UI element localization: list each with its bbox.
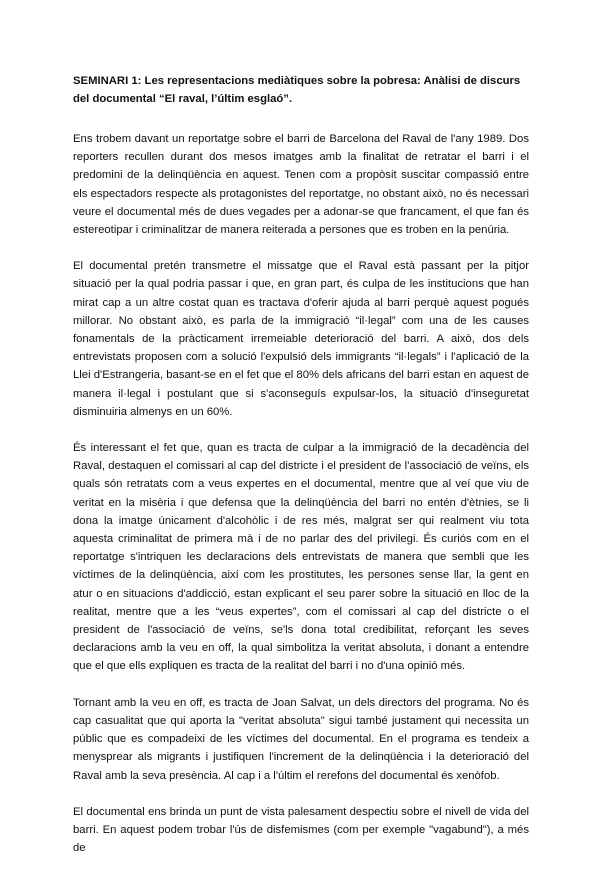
paragraph-5: El documental ens brinda un punt de vista palesament despectiu sobre el nivell de vida del barri. En aquest podem trobar l'ús de disfemismes (com per exemple "vagabund"), a més de (73, 805, 529, 855)
paragraph-1: Ens trobem davant un reportatge sobre el barri de Barcelona del Raval de l'any 1989. Dos reporters recullen durant dos mesos imatges amb la finalitat de retratar el barri i el predomini de la delinqüència en aquest. Tenen com a propòsit suscitar compassió entre els espectadors respecte als protagonistes del reportatge, no obstant això, no és necessari veure el documental més de dues vegades per a adonar-se que francament, el que fan és estereotipar i criminalitzar de manera reiterada a persones que es troben en la penúria. (73, 133, 529, 237)
document-title: SEMINARI 1: Les representacions mediàtiques sobre la pobresa: Anàlisi de discurs del documental “El raval, l’últim esglaó”. (73, 75, 521, 105)
paragraph-2: El documental pretén transmetre el missatge que el Raval està passant per la pitjor situació per la qual podria passar i que, en gran part, és culpa de les institucions que han mirat cap a un altre costat quan es tractava d'oferir ajuda al barri perquè aquest pogués millorar. No obstant això, es parla de la immigració “il·legal” com una de les causes fonamentals de la pràcticament irremeiable deterioració del barri. A això, dos dels entrevistats proposen com a solució l'expulsió dels immigrants “il·legals” i l'aplicació de la Llei d'Estrangeria, basant-se en el fet que el 80% dels africans del barri estan en aquest de manera il·legal i postulant que si s'aconseguís expulsar-los, la situació d'inseguretat disminuiria almenys en un 60%. (73, 260, 529, 418)
paragraph-3: És interessant el fet que, quan es tracta de culpar a la immigració de la decadència del Raval, destaquen el comissari al cap del districte i el president de l'associació de veïns, els quals són retratats com a veus expertes en el documental, mentre que al veí que viu de veritat en la misèria i que defensa que la delinqüència del barri no entén d'ètnies, se li dona la imatge únicament d'alcohòlic i de res més, malgrat ser qui realment viu tota aquesta criminalitat de primera mà i de no parlar des del privilegi. És curiós com en el reportatge s'intriquen les declaracions dels entrevistats de manera que sembli que les víctimes de la delinqüència, així com les prostitutes, les persones sense llar, la gent en atur o en situacions d'addicció, estan explicant el seu parer sobre la situació en lloc de la realitat, mentre que a les “veus expertes”, com el comissari al cap del districte o el president de l'associació de veïns, se'ls dona total credibilitat, reforçant les seves declaracions amb la veu en off, la qual simbolitza la veritat absoluta, i donant a entendre que el que ells expliquen es tracta de la realitat del barri i no d'una opinió més. (73, 442, 529, 673)
document-page (73, 72, 529, 875)
paragraph-4: Tornant amb la veu en off, es tracta de Joan Salvat, un dels directors del programa. No és cap casualitat que qui aporta la "veritat absoluta" sigui també justament qui necessita un públic que es compadeixi de les víctimes del documental. En el programa es tendeix a menysprear als migrants i justifiquen l'increment de la delinqüència i la deterioració del Raval amb la seva presència. Al cap i a l'últim el rerefons del documental és xenòfob. (73, 696, 529, 782)
